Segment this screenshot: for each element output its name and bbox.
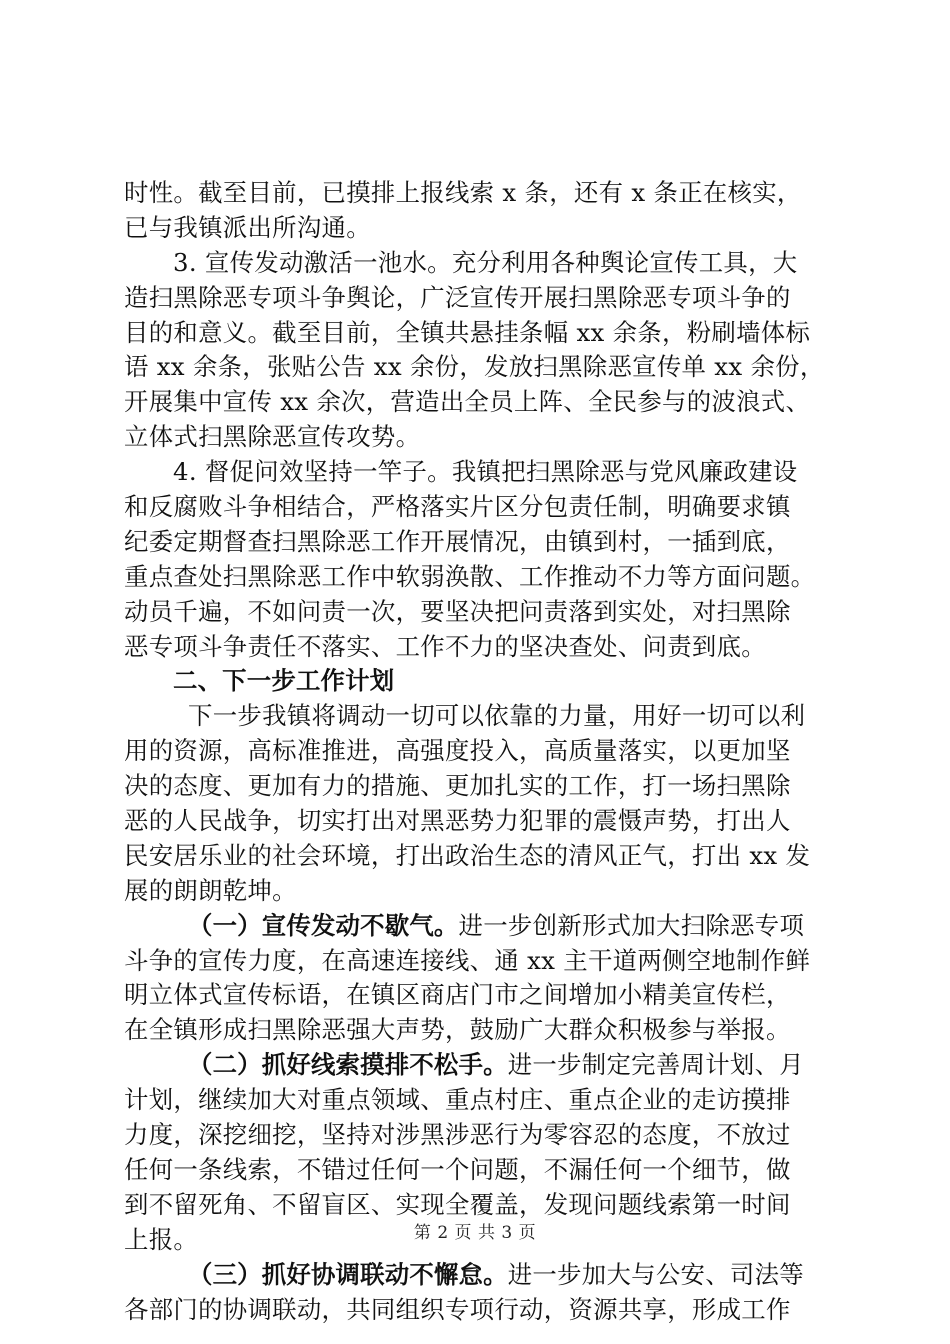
paragraph-line: 4. 督促问效坚持一竿子。我镇把扫黑除恶与党风廉政建设: [173, 457, 798, 487]
paragraph-line: 纪委定期督查扫黑除恶工作开展情况，由镇到村，一插到底，: [124, 526, 791, 556]
paragraph-line: 动员千遍，不如问责一次，要坚决把问责落到实处，对扫黑除: [124, 596, 791, 626]
paragraph-line: 恶的人民战争，切实打出对黑恶势力犯罪的震慑声势，打出人: [124, 806, 791, 836]
paragraph-line: 语 xx 余条，张贴公告 xx 余份，发放扫黑除恶宣传单 xx 余份，: [124, 352, 825, 382]
subsection-heading: （二）抓好线索摸排不松手。: [188, 1050, 508, 1080]
paragraph-text: 进一步加大与公安、司法等: [507, 1259, 804, 1289]
paragraph-line: 民安居乐业的社会环境，打出政治生态的清风正气，打出 xx 发: [124, 840, 811, 870]
paragraph-line: 计划，继续加大对重点领域、重点村庄、重点企业的走访摸排: [124, 1085, 791, 1115]
paragraph-line: 到不留死角、不留盲区、实现全覆盖，发现问题线索第一时间: [124, 1189, 791, 1219]
paragraph-line: 目的和意义。截至目前，全镇共悬挂条幅 xx 余条，粉刷墙体标: [124, 317, 811, 347]
paragraph-line: 和反腐败斗争相结合，严格落实片区分包责任制，明确要求镇: [124, 492, 791, 522]
paragraph-line: 已与我镇派出所沟通。: [124, 212, 371, 242]
paragraph-line: 重点查处扫黑除恶工作中软弱涣散、工作推动不力等方面问题。: [124, 561, 816, 591]
paragraph-line: 各部门的协调联动，共同组织专项行动，资源共享，形成工作: [124, 1294, 791, 1324]
subsection-heading: （一）宣传发动不歇气。: [188, 910, 459, 940]
paragraph-line: [124, 909, 830, 944]
page-footer: 第 2 页 共 3 页: [413, 1223, 537, 1243]
paragraph-line: 时性。截至目前，已摸排上报线索 x 条，还有 x 条正在核实，: [124, 178, 802, 207]
paragraph-line: 斗争的宣传力度，在高速连接线、通 xx 主干道两侧空地制作鲜: [124, 945, 811, 975]
section-heading: 二、下一步工作计划: [173, 666, 395, 696]
paragraph-line: 立体式扫黑除恶宣传攻势。: [124, 422, 421, 452]
paragraph-line: 造扫黑除恶专项斗争舆论，广泛宣传开展扫黑除恶专项斗争的: [124, 282, 791, 312]
paragraph-line: 上报。: [124, 1224, 199, 1254]
paragraph-line: 下一步我镇将调动一切可以依靠的力量，用好一切可以利: [188, 701, 806, 731]
paragraph-line: 明立体式宣传标语，在镇区商店门市之间增加小精美宣传栏，: [124, 980, 791, 1010]
paragraph-line: 3. 宣传发动激活一池水。充分利用各种舆论宣传工具，大: [173, 247, 798, 277]
paragraph-line: 恶专项斗争责任不落实、工作不力的坚决查处、问责到底。: [124, 631, 766, 661]
paragraph-line: 力度，深挖细挖，坚持对涉黑涉恶行为零容忍的态度，不放过: [124, 1120, 791, 1150]
paragraph-text: 进一步创新形式加大扫除恶专项: [458, 910, 805, 940]
paragraph-line: [124, 1048, 830, 1083]
paragraph-line: 开展集中宣传 xx 余次，营造出全员上阵、全民参与的波浪式、: [124, 387, 811, 417]
paragraph-line: 在全镇形成扫黑除恶强大声势，鼓励广大群众积极参与举报。: [124, 1015, 791, 1045]
paragraph-line: [124, 1258, 830, 1293]
subsection-heading: （三）抓好协调联动不懈怠。: [188, 1259, 508, 1289]
paragraph-line: 决的态度、更加有力的措施、更加扎实的工作，打一场扫黑除: [124, 771, 791, 801]
paragraph-line: 用的资源，高标准推进，高强度投入，高质量落实，以更加坚: [124, 736, 791, 766]
paragraph-line: 展的朗朗乾坤。: [124, 875, 297, 905]
paragraph-line: 任何一条线索，不错过任何一个问题，不漏任何一个细节，做: [124, 1154, 791, 1184]
paragraph-text: 进一步制定完善周计划、月: [507, 1050, 804, 1080]
document-body: [124, 176, 830, 1327]
